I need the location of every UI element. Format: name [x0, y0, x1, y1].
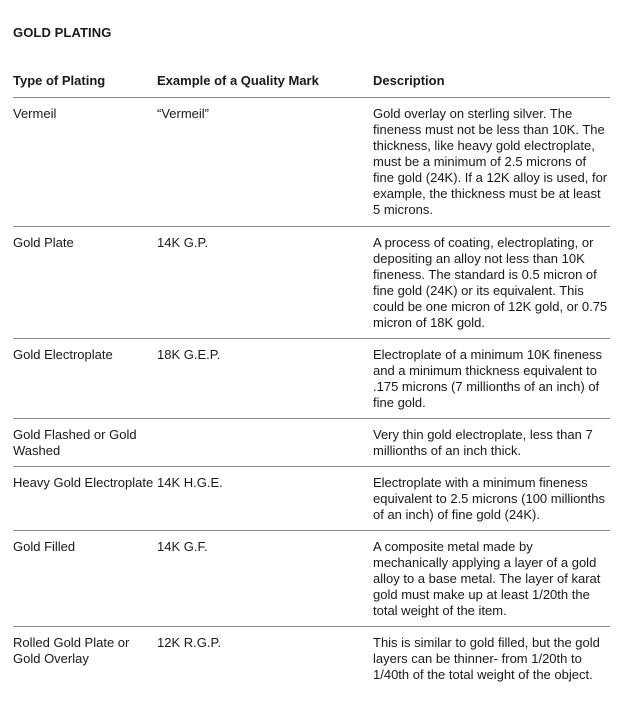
cell-description: Gold overlay on sterling silver. The fineness must not be less than 10K. The thickness, like heavy gold electroplate, must be a minimum of 2.5 microns of fine gold (24K). If a 12K alloy is used, for example, the thickness must be at least 5 microns. [373, 106, 608, 217]
cell-type: Heavy Gold Electroplate [13, 475, 154, 490]
table-row [13, 339, 610, 419]
cell-mark: 14K H.G.E. [157, 475, 223, 490]
header-type: Type of Plating [13, 73, 106, 88]
cell-description: A process of coating, electroplating, or depositing an alloy not less than 10K fineness. The standard is 0.5 micron of fine gold (24K) or its equivalent. This could be one micron of 12K gold, or 0.75 micron of 18K gold. [373, 235, 608, 330]
cell-description: Electroplate of a minimum 10K fineness and a minimum thickness equivalent to .175 microns (7 millionths of an inch) of fine gold. [373, 347, 603, 410]
cell-type: Gold Plate [13, 235, 74, 250]
cell-mark: “Vermeil” [157, 106, 210, 121]
gold-plating-table [13, 73, 610, 691]
cell-description: This is similar to gold filled, but the gold layers can be thinner- from 1/20th to 1/40th of the total weight of the object. [373, 635, 600, 682]
cell-type: Rolled Gold Plate or Gold Overlay [13, 635, 130, 666]
cell-mark: 18K G.E.P. [157, 347, 221, 362]
cell-type: Gold Flashed or Gold Washed [13, 427, 137, 458]
header-description: Description [373, 73, 445, 88]
cell-mark: 14K G.P. [157, 235, 209, 250]
table-row [13, 467, 610, 531]
cell-type: Vermeil [13, 106, 57, 121]
table-row [13, 419, 610, 467]
table-row [13, 98, 610, 227]
cell-description: A composite metal made by mechanically applying a layer of a gold alloy to a base metal. The layer of karat gold must make up at least 1/20th the total weight of the item. [373, 539, 601, 618]
cell-mark [157, 419, 373, 466]
table-header [13, 73, 610, 98]
cell-description: Very thin gold electroplate, less than 7 millionths of an inch thick. [373, 427, 593, 458]
cell-mark: 12K R.G.P. [157, 635, 222, 650]
cell-type: Gold Electroplate [13, 347, 113, 362]
table-row [13, 627, 610, 691]
cell-type: Gold Filled [13, 539, 76, 554]
page-title: GOLD PLATING [13, 25, 112, 40]
cell-mark: 14K G.F. [157, 539, 208, 554]
table-row [13, 227, 610, 339]
header-mark: Example of a Quality Mark [157, 73, 319, 88]
table-row [13, 531, 610, 627]
cell-description: Electroplate with a minimum fineness equivalent to 2.5 microns (100 millionths of an inch) of fine gold (24K). [373, 475, 605, 522]
